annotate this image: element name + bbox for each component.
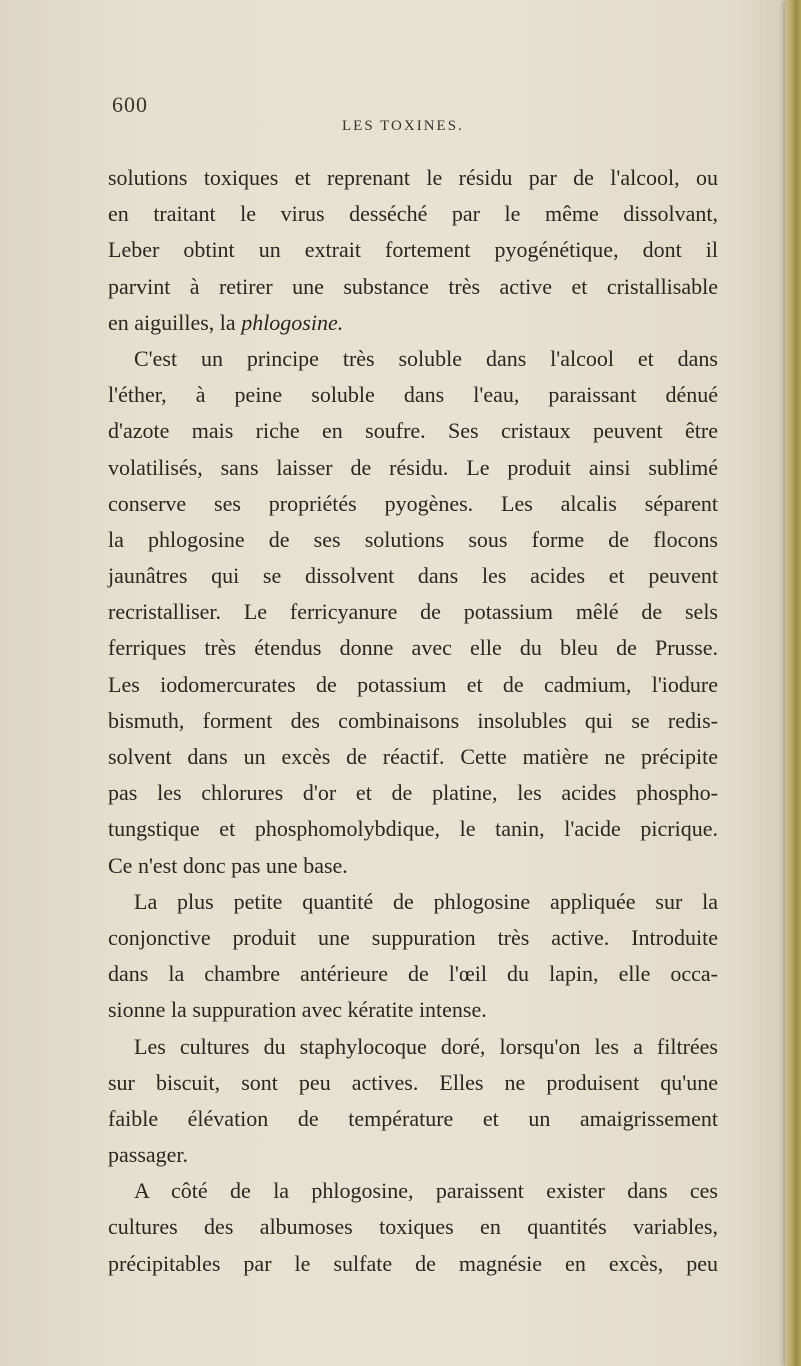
text-line xyxy=(108,594,718,630)
text-line xyxy=(108,920,718,956)
text-line xyxy=(108,486,718,522)
text-line-content: conjonctive produit une suppuration très active. Introduite xyxy=(108,924,718,950)
text-line-content: Leber obtint un extrait fortement pyogénétique, dont il xyxy=(108,237,718,263)
text-line xyxy=(108,522,718,558)
text-line xyxy=(108,956,718,992)
text-line xyxy=(108,305,718,341)
text-line-content: Ce n'est donc pas une base. xyxy=(108,852,348,878)
text-line-content: l'éther, à peine soluble dans l'eau, paraissant dénué xyxy=(108,382,718,408)
text-line xyxy=(108,413,718,449)
text-line-content: La plus petite quantité de phlogosine appliquée sur la xyxy=(134,888,718,914)
text-line-content: Les cultures du staphylocoque doré, lorsqu'on les a filtrées xyxy=(134,1033,718,1059)
text-line xyxy=(108,811,718,847)
text-line-content: en traitant le virus desséché par le même dissolvant, xyxy=(108,201,718,227)
text-line xyxy=(108,1137,718,1173)
text-line xyxy=(108,1173,718,1209)
text-line xyxy=(108,341,718,377)
page-edge xyxy=(785,0,801,1366)
running-title: LES TOXINES. xyxy=(342,118,464,134)
italic-term: phlogosine. xyxy=(241,309,344,335)
text-line xyxy=(108,775,718,811)
text-line-content: passager. xyxy=(108,1142,189,1168)
text-line xyxy=(108,160,718,196)
text-line-content: bismuth, forment des combinaisons insolubles qui se redis- xyxy=(108,707,718,733)
text-line xyxy=(108,1065,718,1101)
text-line-content: volatilisés, sans laisser de résidu. Le produit ainsi sublimé xyxy=(108,454,718,480)
text-line xyxy=(108,558,718,594)
text-line-content: faible élévation de température et un amaigrissement xyxy=(108,1105,718,1131)
text-line-content: solvent dans un excès de réactif. Cette matière ne précipite xyxy=(108,744,718,769)
text-line xyxy=(108,1246,718,1282)
text-line xyxy=(108,1101,718,1137)
text-line xyxy=(108,703,718,739)
text-line xyxy=(108,884,718,920)
text-line xyxy=(108,269,718,305)
text-line xyxy=(108,232,718,268)
text-line-content: C'est un principe très soluble dans l'alcool et dans xyxy=(134,345,718,371)
text-line xyxy=(108,1209,718,1245)
page-number: 600 xyxy=(112,92,148,117)
text-line-content: dans la chambre antérieure de l'œil du lapin, elle occa- xyxy=(108,961,718,987)
text-line xyxy=(108,992,718,1028)
text-line-content: Les iodomercurates de potassium et de cadmium, l'iodure xyxy=(108,671,718,697)
text-line xyxy=(108,196,718,232)
text-line-content: sionne la suppuration avec kératite intense. xyxy=(108,997,487,1023)
text-line-content: ferriques très étendus donne avec elle du bleu de Prusse. xyxy=(108,635,718,661)
text-line-content: sur biscuit, sont peu actives. Elles ne produisent qu'une xyxy=(108,1069,718,1095)
text-line-content: solutions toxiques et reprenant le résidu par de l'alcool, ou xyxy=(108,165,718,190)
text-line xyxy=(108,739,718,775)
page-header xyxy=(112,92,712,148)
body-text xyxy=(108,160,718,1282)
text-line-content: en aiguilles, la xyxy=(108,309,242,335)
text-line xyxy=(108,848,718,884)
text-line-content: pas les chlorures d'or et de platine, les acides phospho- xyxy=(108,780,718,806)
text-line xyxy=(108,1029,718,1065)
text-line-content: jaunâtres qui se dissolvent dans les acides et peuvent xyxy=(108,563,718,589)
text-line-content: parvint à retirer une substance très active et cristallisable xyxy=(108,273,718,299)
text-line xyxy=(108,377,718,413)
text-line-content: d'azote mais riche en soufre. Ses cristaux peuvent être xyxy=(108,418,718,444)
text-line xyxy=(108,667,718,703)
text-line xyxy=(108,450,718,486)
text-line xyxy=(108,630,718,666)
text-line-content: recristalliser. Le ferricyanure de potassium mêlé de sels xyxy=(108,599,718,625)
text-line-content: tungstique et phosphomolybdique, le tanin, l'acide picrique. xyxy=(108,816,718,842)
text-line-content: A côté de la phlogosine, paraissent exister dans ces xyxy=(134,1178,718,1204)
text-line-content: la phlogosine de ses solutions sous forme de flocons xyxy=(108,526,718,552)
text-line-content: précipitables par le sulfate de magnésie en excès, peu xyxy=(108,1250,718,1276)
text-line-content: conserve ses propriétés pyogènes. Les alcalis séparent xyxy=(108,490,718,516)
text-line-content: cultures des albumoses toxiques en quantités variables, xyxy=(108,1214,718,1240)
